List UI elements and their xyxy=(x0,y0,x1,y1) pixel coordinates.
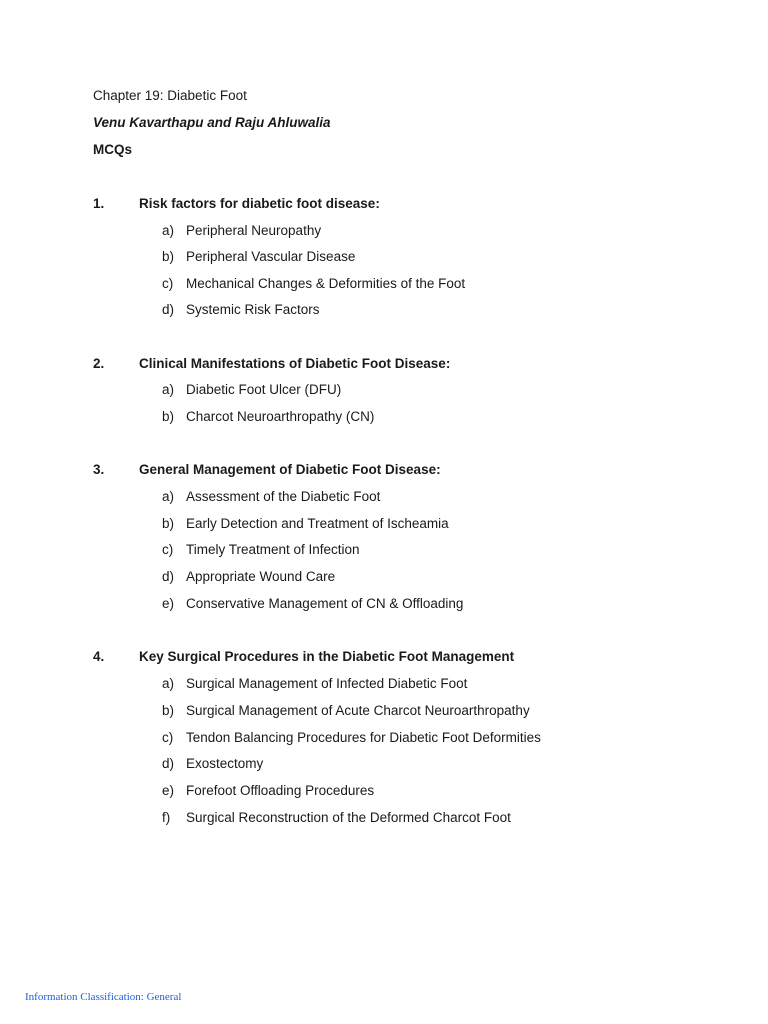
question-number: 3. xyxy=(93,462,105,477)
option-letter: e) xyxy=(162,783,175,798)
option-text: Peripheral Vascular Disease xyxy=(186,249,356,264)
option-letter: d) xyxy=(162,302,175,317)
question-text: Risk factors for diabetic foot disease: xyxy=(139,196,380,211)
question-text: Clinical Manifestations of Diabetic Foot Disease: xyxy=(139,356,451,371)
option-text: Forefoot Offloading Procedures xyxy=(186,783,375,798)
question-number: 4. xyxy=(93,649,105,664)
option-letter: a) xyxy=(162,382,175,397)
option-letter: c) xyxy=(162,276,174,291)
classification-footer: Information Classification: General xyxy=(25,991,182,1003)
option-text: Conservative Management of CN & Offloading xyxy=(186,596,464,611)
option-letter: f) xyxy=(162,810,171,825)
option-text: Charcot Neuroarthropathy (CN) xyxy=(186,409,375,424)
option-letter: a) xyxy=(162,489,175,504)
option-text: Assessment of the Diabetic Foot xyxy=(186,489,381,504)
option-text: Mechanical Changes & Deformities of the Foot xyxy=(186,276,466,291)
option-text: Surgical Management of Infected Diabetic Foot xyxy=(186,676,468,691)
option-text: Surgical Reconstruction of the Deformed Charcot Foot xyxy=(186,810,511,825)
option-letter: a) xyxy=(162,223,175,238)
option-letter: b) xyxy=(162,409,175,424)
option-letter: d) xyxy=(162,569,175,584)
option-letter: e) xyxy=(162,596,175,611)
option-text: Systemic Risk Factors xyxy=(186,302,320,317)
option-letter: c) xyxy=(162,542,174,557)
option-text: Diabetic Foot Ulcer (DFU) xyxy=(186,382,342,397)
authors: Venu Kavarthapu and Raju Ahluwalia xyxy=(93,115,331,130)
option-text: Tendon Balancing Procedures for Diabetic Foot Deformities xyxy=(186,730,541,745)
question-text: General Management of Diabetic Foot Disease: xyxy=(139,462,441,477)
option-letter: d) xyxy=(162,756,175,771)
option-text: Timely Treatment of Infection xyxy=(186,542,360,557)
option-text: Early Detection and Treatment of Ischeamia xyxy=(186,516,449,531)
question-number: 2. xyxy=(93,356,105,371)
option-letter: c) xyxy=(162,730,174,745)
question-text: Key Surgical Procedures in the Diabetic Foot Management xyxy=(139,649,515,664)
option-text: Surgical Management of Acute Charcot Neuroarthropathy xyxy=(186,703,530,718)
option-letter: b) xyxy=(162,516,175,531)
chapter-title: Chapter 19: Diabetic Foot xyxy=(93,88,247,103)
option-letter: b) xyxy=(162,703,175,718)
option-text: Appropriate Wound Care xyxy=(186,569,336,584)
question-number: 1. xyxy=(93,196,105,211)
option-letter: b) xyxy=(162,249,175,264)
section-heading: MCQs xyxy=(93,142,133,157)
option-text: Exostectomy xyxy=(186,756,264,771)
option-letter: a) xyxy=(162,676,175,691)
option-text: Peripheral Neuropathy xyxy=(186,223,322,238)
